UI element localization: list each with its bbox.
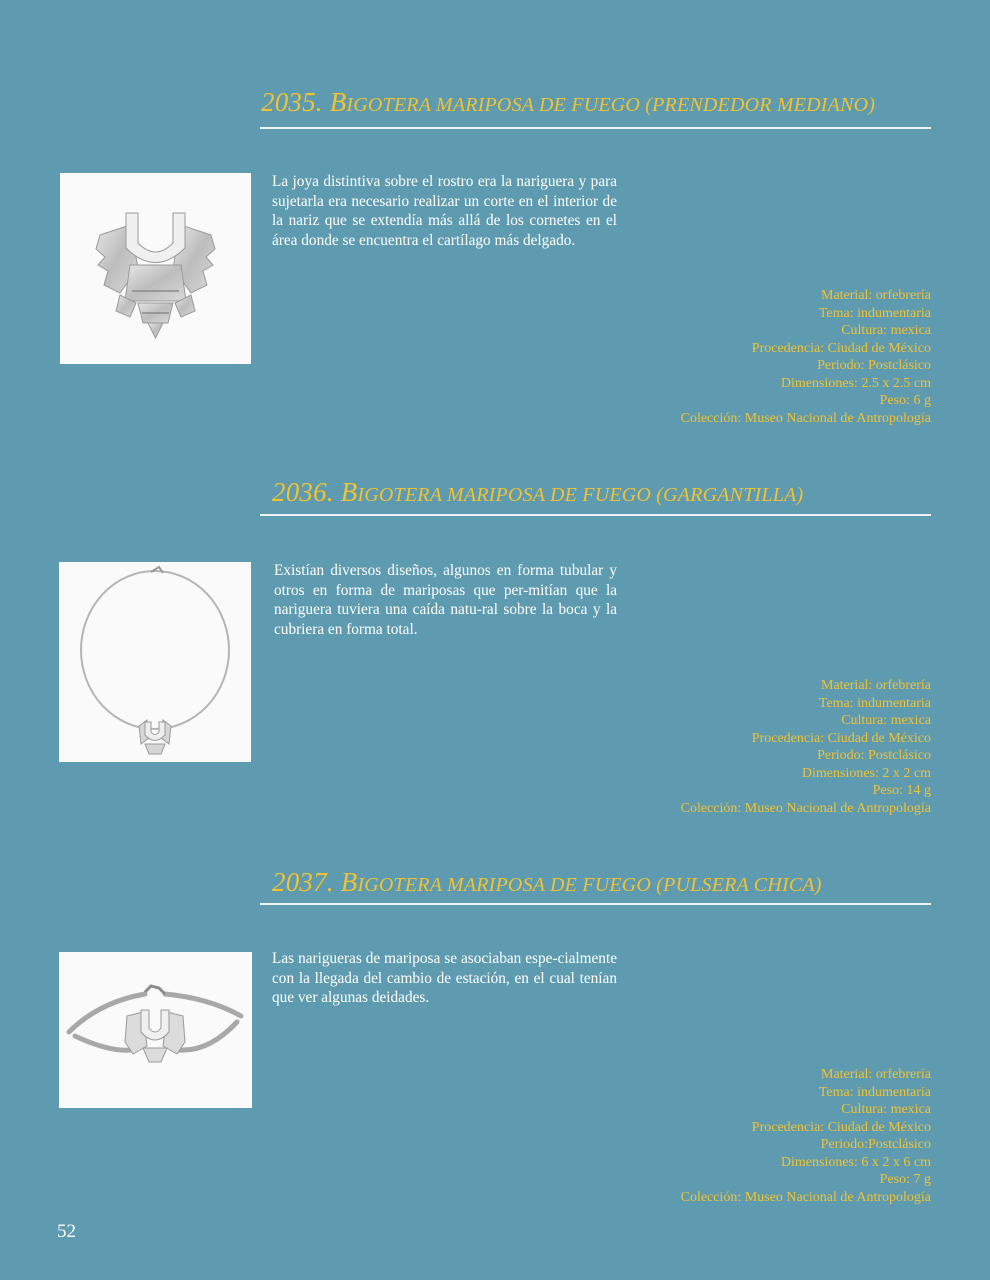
meta-tema: Tema: indumentaria bbox=[818, 695, 931, 711]
meta-cultura: Cultura: mexica bbox=[841, 323, 931, 338]
meta-procedencia: Procedencia: Ciudad de México bbox=[751, 730, 931, 746]
artifact-photo-bracelet bbox=[59, 952, 252, 1108]
page-number: 52 bbox=[57, 1221, 76, 1242]
title-text: IGOTERA MARIPOSA DE FUEGO (PRENDEDOR MEDIANO) bbox=[346, 94, 876, 116]
brooch-image bbox=[60, 173, 251, 364]
meta-procedencia: Procedencia: Ciudad de México bbox=[751, 340, 931, 356]
meta-peso: Peso: 6 g bbox=[879, 393, 931, 408]
choker-image bbox=[59, 562, 251, 762]
bracelet-image bbox=[59, 952, 252, 1108]
meta-coleccion: Colección: Museo Nacional de Antropología bbox=[680, 1189, 931, 1205]
entry-title bbox=[272, 477, 942, 510]
meta-coleccion: Colección: Museo Nacional de Antropología bbox=[680, 410, 931, 426]
title-text: IGOTERA MARIPOSA DE FUEGO (GARGANTILLA) bbox=[357, 484, 804, 506]
entry-title bbox=[272, 867, 942, 900]
title-number: 2036. B bbox=[272, 477, 358, 507]
meta-material: Material: orfebrería bbox=[821, 678, 931, 693]
meta-tema: Tema: indumentaria bbox=[818, 1084, 931, 1100]
meta-periodo: Periodo:Postclásico bbox=[820, 1137, 931, 1152]
title-divider bbox=[260, 514, 931, 516]
meta-dimensiones: Dimensiones: 2.5 x 2.5 cm bbox=[780, 375, 931, 391]
meta-procedencia: Procedencia: Ciudad de México bbox=[751, 1119, 931, 1135]
meta-material: Material: orfebrería bbox=[821, 1067, 931, 1082]
meta-peso: Peso: 7 g bbox=[879, 1172, 931, 1187]
title-number: 2035. B bbox=[261, 87, 347, 117]
entry-metadata bbox=[531, 1066, 931, 1206]
meta-coleccion: Colección: Museo Nacional de Antropología bbox=[680, 800, 931, 816]
title-number: 2037. B bbox=[272, 867, 358, 897]
title-divider bbox=[260, 127, 931, 129]
meta-periodo: Periodo: Postclásico bbox=[817, 358, 931, 373]
entry-description: Existían diversos diseños, algunos en forma tubular y otros en forma de mariposas que per-mitían que la nariguera tuviera una caída natu-ral sobre la boca y la cubriera en forma total. bbox=[274, 562, 617, 638]
title-divider bbox=[260, 903, 931, 905]
meta-peso: Peso: 14 g bbox=[872, 783, 931, 798]
artifact-photo-choker bbox=[59, 562, 251, 762]
meta-cultura: Cultura: mexica bbox=[841, 713, 931, 728]
meta-tema: Tema: indumentaria bbox=[818, 305, 931, 321]
meta-cultura: Cultura: mexica bbox=[841, 1102, 931, 1117]
artifact-photo-brooch bbox=[60, 173, 251, 364]
entry-title bbox=[261, 87, 931, 120]
meta-dimensiones: Dimensiones: 6 x 2 x 6 cm bbox=[780, 1154, 931, 1170]
meta-periodo: Periodo: Postclásico bbox=[817, 748, 931, 763]
entry-metadata bbox=[531, 677, 931, 817]
entry-metadata bbox=[531, 287, 931, 427]
meta-material: Material: orfebrería bbox=[821, 288, 931, 303]
meta-dimensiones: Dimensiones: 2 x 2 cm bbox=[801, 765, 931, 781]
entry-description: Las narigueras de mariposa se asociaban espe-cialmente con la llegada del cambio de estación, en el cual tenían que ver algunas deidades. bbox=[272, 950, 617, 1006]
title-text: IGOTERA MARIPOSA DE FUEGO (PULSERA CHICA) bbox=[357, 874, 822, 896]
entry-description: La joya distintiva sobre el rostro era la nariguera y para sujetarla era necesario realizar un corte en el interior de la nariz que se extendía más allá de los cornetes en el área donde se encuentra el cartílago más delgado. bbox=[272, 173, 617, 249]
